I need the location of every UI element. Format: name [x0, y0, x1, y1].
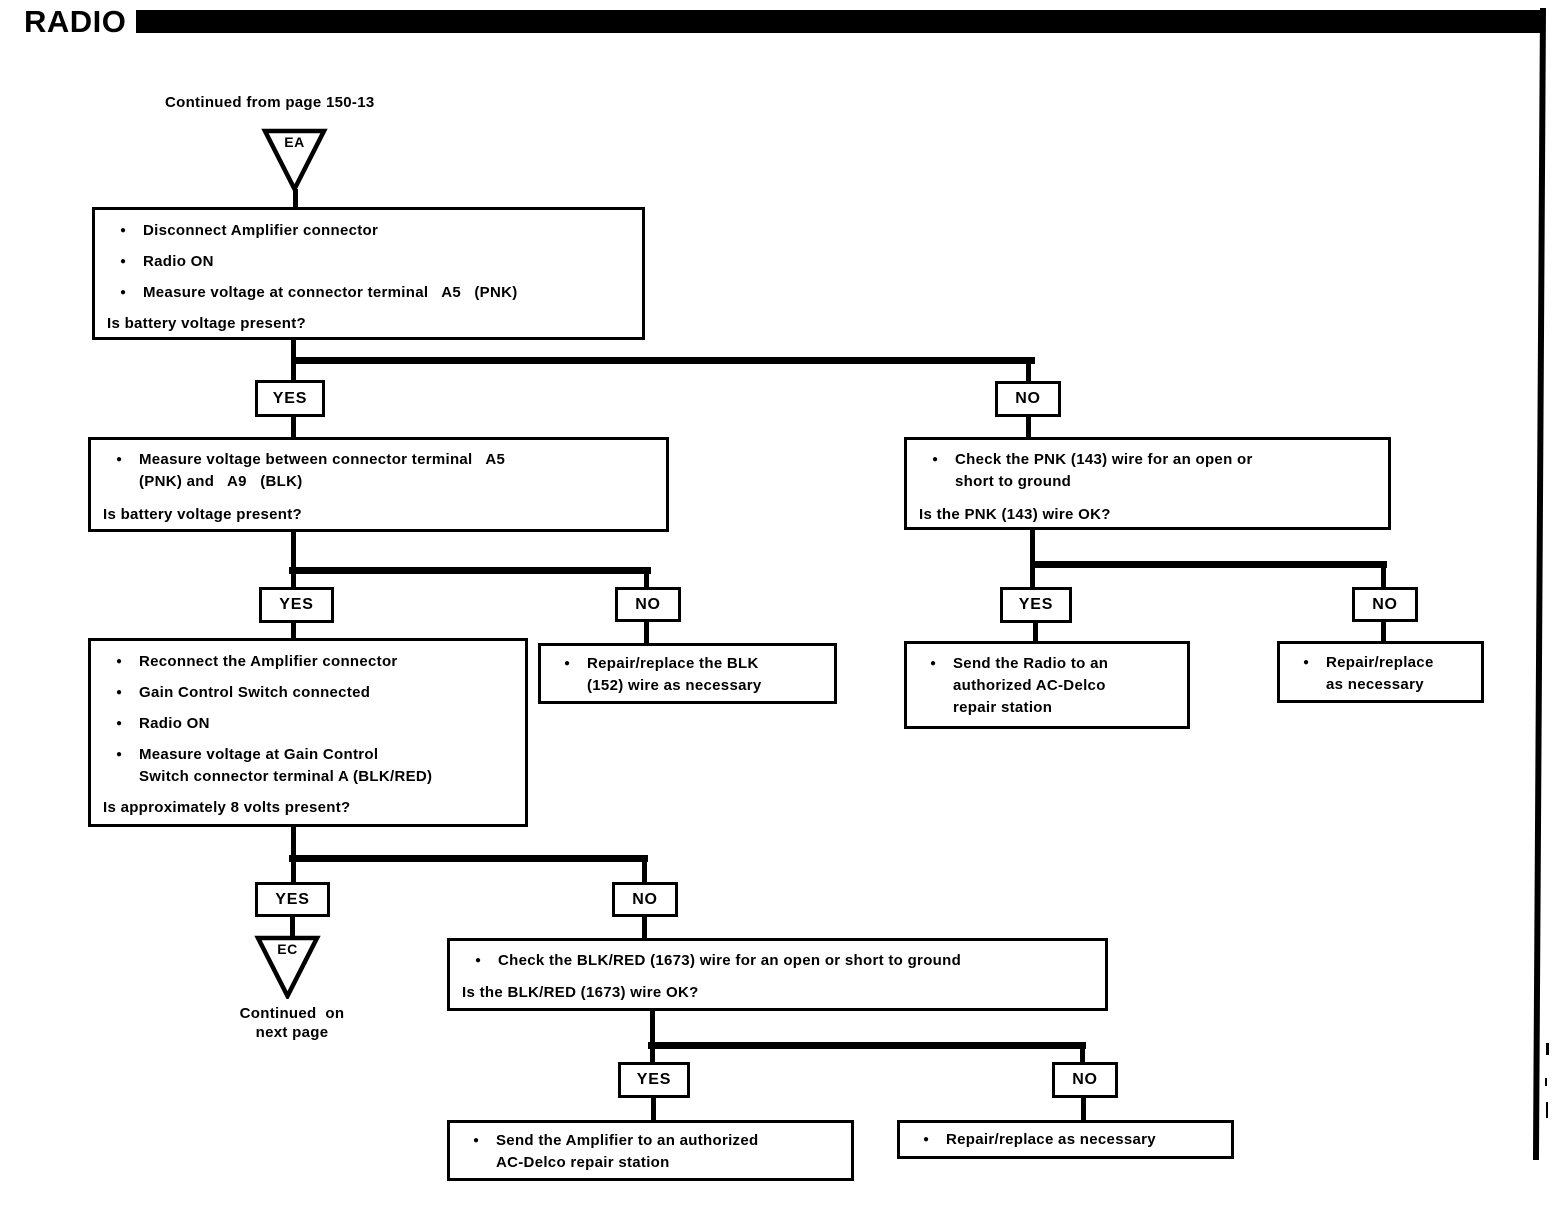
offpage-connector-ec-label: EC — [277, 941, 298, 957]
connector-line — [1033, 622, 1038, 642]
bullet-line: short to ground — [955, 473, 1072, 490]
connector-line — [289, 855, 648, 862]
bullet-icon: ● — [475, 955, 482, 966]
connector-line — [644, 621, 649, 644]
caption-line: Continued on — [239, 1005, 345, 1022]
page-edge-artifact — [1533, 8, 1546, 1160]
decision-no-3: NO — [1352, 587, 1418, 622]
bullet-line: repair station — [953, 699, 1053, 716]
bullet-item — [103, 682, 513, 704]
bullet-line: Repair/replace the BLK — [587, 655, 759, 672]
bullet-item — [551, 653, 824, 697]
connector-line — [291, 530, 296, 588]
bullet-line: Send the Radio to an — [953, 655, 1109, 672]
bullet-icon: ● — [932, 454, 939, 465]
question-text: Is battery voltage present? — [103, 506, 302, 523]
question-text: Is approximately 8 volts present? — [103, 799, 351, 816]
bullet-item — [107, 282, 630, 304]
bullet-icon: ● — [116, 749, 123, 760]
bullet-item — [1290, 652, 1471, 696]
connector-line — [289, 567, 651, 574]
page-title: RADIO — [24, 4, 127, 39]
decision-yes-2: YES — [259, 587, 334, 623]
bullet-line: (PNK) and A9 (BLK) — [139, 473, 303, 490]
connector-line — [1080, 1047, 1085, 1063]
bullet-item — [107, 251, 630, 273]
bullet-line: Send the Amplifier to an authorized — [496, 1132, 759, 1149]
connector-line — [1026, 416, 1031, 439]
connector-line — [1030, 561, 1387, 568]
connector-line — [1381, 567, 1386, 588]
connector-line — [644, 573, 649, 588]
bullet-line: authorized AC-Delco — [953, 677, 1106, 694]
action-box-repair-blk-152 — [538, 643, 837, 704]
connector-line — [291, 357, 1035, 364]
bullet-icon: ● — [120, 287, 127, 298]
offpage-connector-ea-label: EA — [284, 134, 305, 150]
bullet-line: Gain Control Switch connected — [139, 684, 371, 701]
bullet-item — [910, 1129, 1221, 1151]
bullet-line: Repair/replace — [1326, 654, 1434, 671]
connector-line — [1381, 621, 1386, 642]
step-box-check-pnk-wire — [904, 437, 1391, 530]
bullet-item — [462, 950, 1093, 972]
question-text: Is the PNK (143) wire OK? — [919, 506, 1111, 523]
bullet-item — [107, 220, 630, 242]
scan-speck — [1546, 1102, 1548, 1118]
continued-next-note — [222, 1004, 362, 1042]
scan-speck — [1546, 1043, 1549, 1055]
bullet-line: Switch connector terminal A (BLK/RED) — [139, 768, 433, 785]
bullet-item — [103, 744, 513, 788]
bullet-line: Disconnect Amplifier connector — [143, 222, 379, 239]
bullet-icon: ● — [930, 658, 937, 669]
continued-from-note: Continued from page 150-13 — [165, 94, 375, 111]
header-rule — [136, 10, 1540, 33]
bullet-icon: ● — [116, 454, 123, 465]
scan-speck — [1545, 1078, 1547, 1086]
decision-yes-5: YES — [618, 1062, 690, 1098]
bullet-line: Measure voltage between connector terminal A5 — [139, 451, 506, 468]
action-box-repair-replace-bottom — [897, 1120, 1234, 1159]
bullet-line: Measure voltage at connector terminal A5 (PNK) — [143, 284, 518, 301]
question-text: Is the BLK/RED (1673) wire OK? — [462, 984, 699, 1001]
decision-yes-1: YES — [255, 380, 325, 417]
bullet-line: Repair/replace as necessary — [946, 1131, 1156, 1148]
connector-line — [290, 915, 295, 936]
bullet-line: (152) wire as necessary — [587, 677, 762, 694]
step-box-reconnect-amplifier — [88, 638, 528, 827]
connector-line — [651, 1096, 656, 1121]
bullet-item — [103, 449, 654, 493]
bullet-item — [103, 713, 513, 735]
decision-yes-4: YES — [255, 882, 330, 917]
bullet-icon: ● — [116, 718, 123, 729]
bullet-line: Reconnect the Amplifier connector — [139, 653, 398, 670]
bullet-line: Check the PNK (143) wire for an open or — [955, 451, 1253, 468]
action-box-send-amplifier — [447, 1120, 854, 1181]
bullet-icon: ● — [564, 658, 571, 669]
action-box-repair-replace-right — [1277, 641, 1484, 703]
step-box-measure-a5-a9 — [88, 437, 669, 532]
bullet-line: Radio ON — [143, 253, 214, 270]
connector-line — [1030, 528, 1035, 588]
question-text: Is battery voltage present? — [107, 315, 306, 332]
bullet-icon: ● — [473, 1135, 480, 1146]
bullet-line: Radio ON — [139, 715, 210, 732]
bullet-line: Measure voltage at Gain Control — [139, 746, 379, 763]
bullet-icon: ● — [120, 256, 127, 267]
bullet-icon: ● — [1303, 657, 1310, 668]
bullet-item — [919, 449, 1376, 493]
decision-no-5: NO — [1052, 1062, 1118, 1098]
bullet-item — [103, 651, 513, 673]
connector-line — [650, 1009, 655, 1064]
action-box-send-radio — [904, 641, 1190, 729]
connector-line — [1026, 362, 1031, 382]
bullet-icon: ● — [923, 1134, 930, 1145]
bullet-line: AC-Delco repair station — [496, 1154, 670, 1171]
caption-line: next page — [255, 1024, 329, 1041]
decision-no-1: NO — [995, 381, 1061, 417]
connector-line — [1081, 1096, 1086, 1121]
bullet-line: Check the BLK/RED (1673) wire for an open or short to ground — [498, 952, 962, 969]
bullet-item — [917, 653, 1177, 719]
decision-no-4: NO — [612, 882, 678, 917]
bullet-icon: ● — [116, 656, 123, 667]
decision-yes-3: YES — [1000, 587, 1072, 623]
connector-line — [642, 915, 647, 939]
connector-line — [642, 860, 647, 883]
bullet-line: as necessary — [1326, 676, 1424, 693]
connector-line — [648, 1042, 1086, 1049]
connector-line — [291, 416, 296, 439]
decision-no-2: NO — [615, 587, 681, 622]
step-box-check-blk-red-wire — [447, 938, 1108, 1011]
step-box-disconnect-amplifier — [92, 207, 645, 340]
connector-line — [293, 189, 298, 208]
bullet-icon: ● — [116, 687, 123, 698]
bullet-item — [460, 1130, 841, 1174]
bullet-icon: ● — [120, 225, 127, 236]
